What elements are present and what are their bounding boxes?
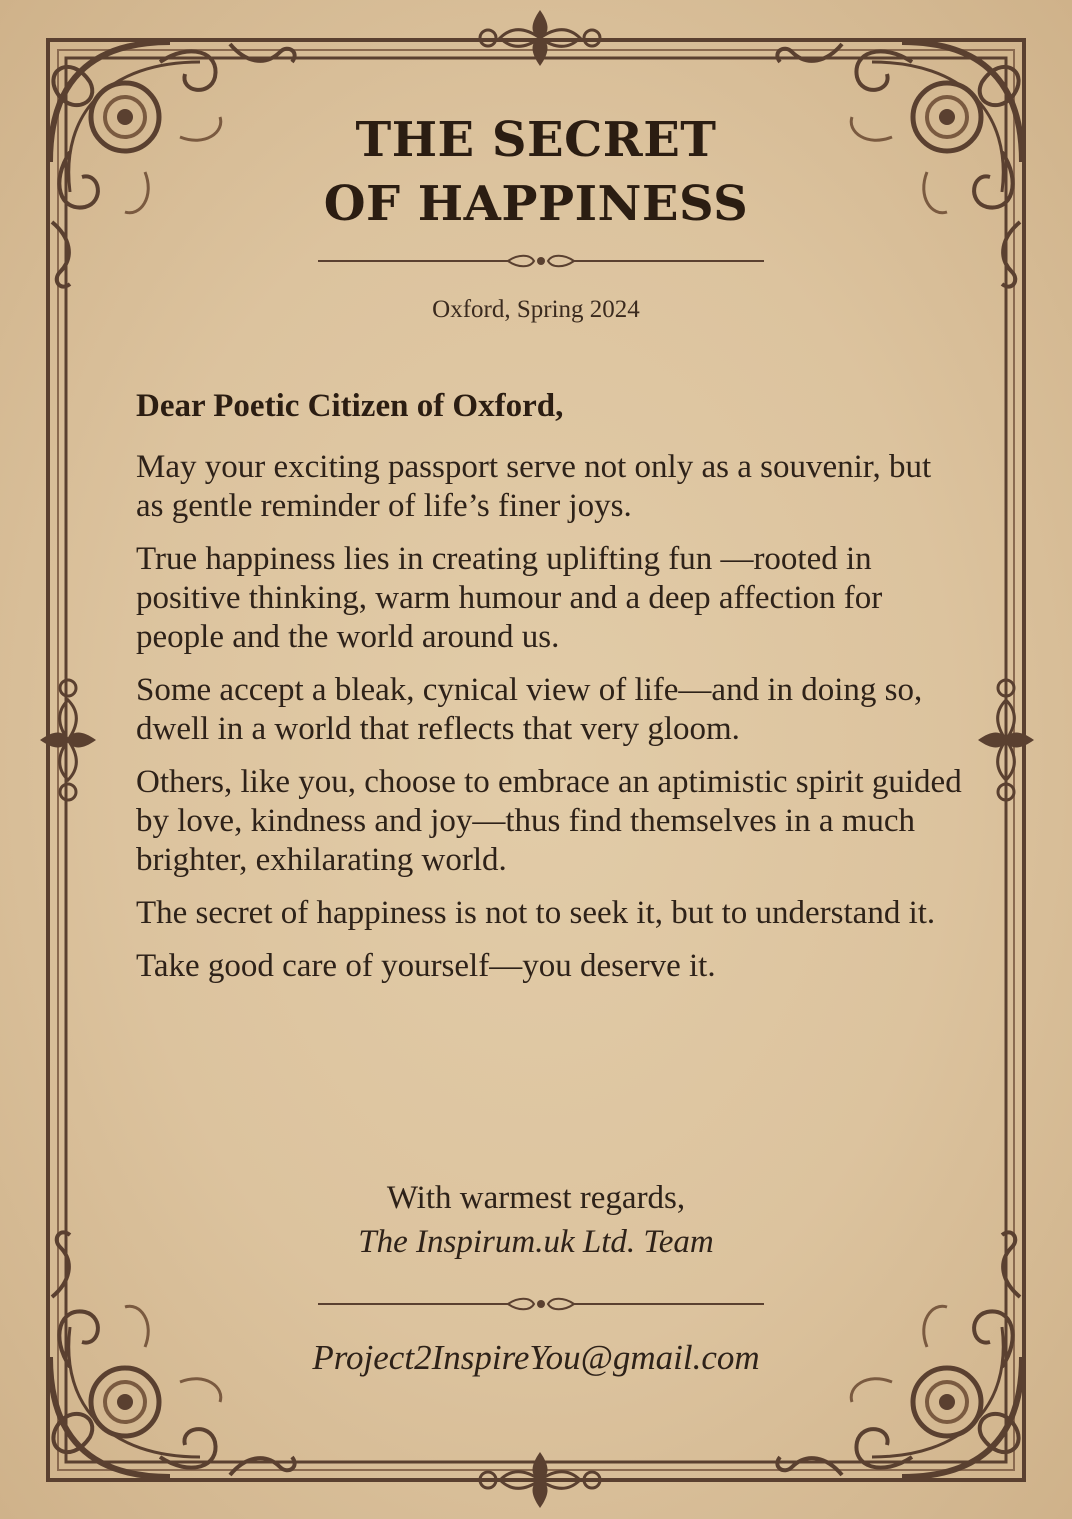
salutation: Dear Poetic Citizen of Oxford, (136, 388, 564, 424)
signature: The Inspirum.uk Ltd. Team (358, 1224, 714, 1260)
paragraph: Others, like you, choose to embrace an aptimistic spirit guided by love, kindness and joy—thus find themselves in a much brighter, exhilarating world. (136, 764, 962, 878)
letter-body (136, 448, 966, 1000)
email-link[interactable]: Project2InspireYou@gmail.com (312, 1338, 760, 1377)
title-line-1: THE SECRET (355, 112, 717, 168)
page-title (0, 108, 1072, 236)
paragraph: May your exciting passport serve not only as a souvenir, but as gentle reminder of life’s finer joys. (136, 449, 932, 524)
paragraph: Take good care of yourself—you deserve it. (136, 948, 716, 984)
scroll-divider-icon (318, 254, 764, 268)
paragraph: Some accept a bleak, cynical view of life—and in doing so, dwell in a world that reflects that very gloom. (136, 672, 923, 747)
closing-line: With warmest regards, (386, 1180, 686, 1216)
date-line: Oxford, Spring 2024 (432, 296, 640, 323)
title-line-2: OF HAPPINESS (323, 176, 749, 232)
paragraph: The secret of happiness is not to seek it, but to understand it. (136, 895, 936, 931)
closing-block (0, 1176, 1072, 1264)
scroll-divider-icon (318, 1297, 764, 1311)
paragraph: True happiness lies in creating uplifting fun —rooted in positive thinking, warm humour and a deep affection for people and the world around us. (136, 541, 883, 655)
